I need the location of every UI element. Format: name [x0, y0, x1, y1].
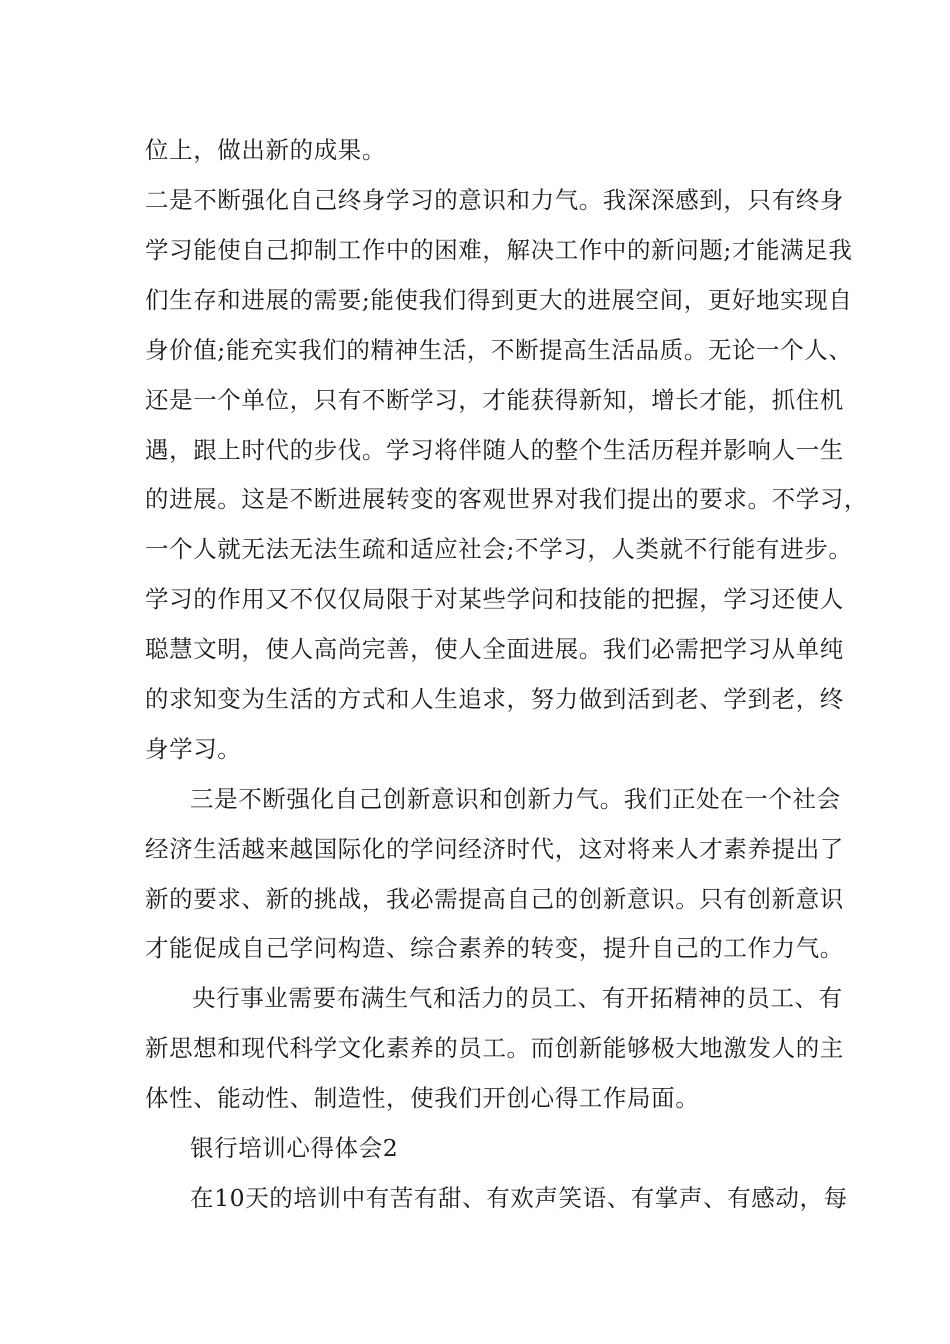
text-line-16: 新的要求、新的挑战，我必需提高自己的创新意识。只有创新意识: [145, 885, 844, 913]
text-line-17: 才能促成自己学问构造、综合素养的转变，提升自己的工作力气。: [145, 934, 844, 962]
text-line-19: 新思想和现代科学文化素养的员工。而创新能够极大地激发人的主: [145, 1034, 844, 1062]
text-line-1: 位上，做出新的成果。: [145, 136, 386, 164]
text-line-10: 学习的作用又不仅仅局限于对某些学问和技能的把握，学习还使人: [145, 585, 844, 613]
text-line-8: 的进展。这是不断进展转变的客观世界对我们提出的要求。不学习，: [145, 485, 868, 513]
text-line-14: 三是不断强化自己创新意识和创新力气。我们正处在一个社会: [190, 785, 841, 813]
text-line-11: 聪慧文明，使人高尚完善，使人全面进展。我们必需把学习从单纯: [145, 635, 844, 663]
text-line-12: 的求知变为生活的方式和人生追求，努力做到活到老、学到老，终: [145, 685, 844, 713]
section-heading: 银行培训心得体会2: [190, 1134, 399, 1162]
text-line-3: 学习能使自己抑制工作中的困难，解决工作中的新问题;才能满足我: [145, 236, 853, 264]
text-line-13: 身学习。: [145, 735, 242, 763]
text-line-4: 们生存和进展的需要;能使我们得到更大的进展空间，更好地实现自: [145, 286, 853, 314]
text-line-2: 二是不断强化自己终身学习的意识和力气。我深深感到，只有终身: [145, 186, 844, 214]
text-line-7: 遇，跟上时代的步伐。学习将伴随人的整个生活历程并影响人一生: [145, 436, 844, 464]
text-line-6: 还是一个单位，只有不断学习，才能获得新知，增长才能，抓住机: [145, 386, 844, 414]
text-line-20: 体性、能动性、制造性，使我们开创心得工作局面。: [145, 1084, 700, 1112]
text-line-22: 在10天的培训中有苦有甜、有欢声笑语、有掌声、有感动，每: [190, 1184, 848, 1212]
text-line-15: 经济生活越来越国际化的学问经济时代，这对将来人才素养提出了: [145, 835, 844, 863]
text-line-9: 一个人就无法无法生疏和适应社会;不学习，人类就不行能有进步。: [145, 535, 853, 563]
text-line-18: 央行事业需要布满生气和活力的员工、有开拓精神的员工、有: [192, 984, 843, 1012]
text-line-5: 身价值;能充实我们的精神生活，不断提高生活品质。无论一个人、: [145, 336, 853, 364]
